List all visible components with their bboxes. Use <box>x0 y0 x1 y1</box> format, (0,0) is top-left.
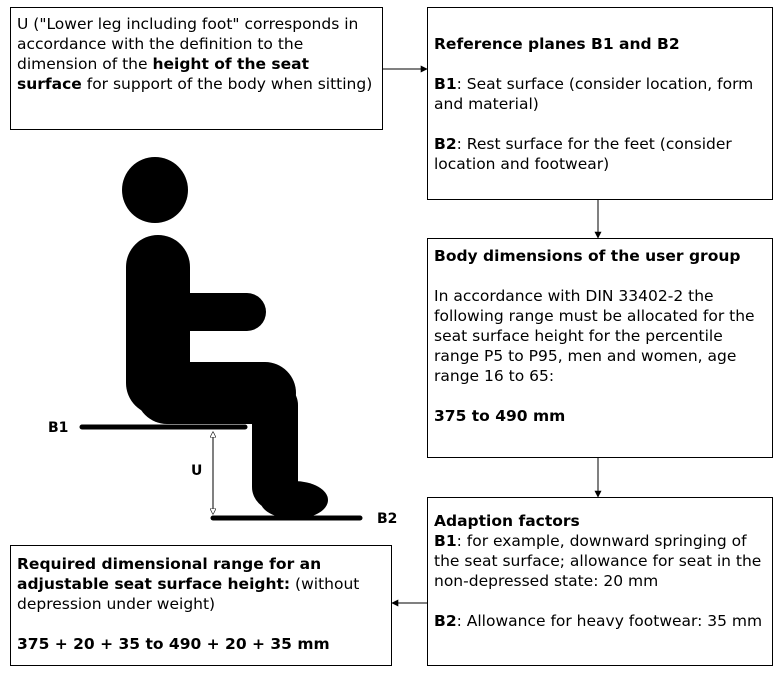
box-required-range <box>10 545 392 666</box>
box-ref-title: Reference planes B1 and B2 <box>434 35 680 53</box>
box-adapt-b2: B2: Allowance for heavy footwear: 35 mm <box>434 612 763 630</box>
box-adapt-title: Adaption factors <box>434 512 580 530</box>
box-ref-b1: B1: Seat surface (consider location, form and material) <box>434 75 754 113</box>
box-req-text: Required dimensional range for an adjustable seat surface height: (without depression under weight) <box>17 555 360 613</box>
box-body-dimensions <box>427 238 773 458</box>
box-reference-planes <box>427 7 773 200</box>
label-b2: B2 <box>377 511 398 527</box>
seated-person-figure <box>122 157 328 519</box>
box-lower-leg-definition <box>10 7 383 130</box>
box-adapt-b1: B1: for example, downward springing of the seat surface; allowance for seat in the non-depressed state: 20 mm <box>434 532 762 590</box>
label-b1: B1 <box>48 420 69 436</box>
box-ref-b2: B2: Rest surface for the feet (consider location and footwear) <box>434 135 732 173</box>
box-req-formula: 375 + 20 + 35 to 490 + 20 + 35 mm <box>17 635 330 653</box>
box-adaption-factors <box>427 497 773 666</box>
box-body-range: 375 to 490 mm <box>434 407 566 425</box>
label-u: U <box>191 463 203 479</box>
person-head <box>122 157 188 223</box>
person-arm <box>150 293 266 331</box>
box-body-title: Body dimensions of the user group <box>434 247 741 265</box>
person-foot <box>260 481 328 519</box>
box-body-text: In accordance with DIN 33402-2 the following range must be allocated for the seat surface height for the percentile range P5 to P95, men and women, age range 16 to 65: <box>434 287 755 385</box>
box-u-text: U ("Lower leg including foot" corresponds in accordance with the definition to the dimension of the height of the seat surface for support of the body when sitting) <box>17 15 373 93</box>
